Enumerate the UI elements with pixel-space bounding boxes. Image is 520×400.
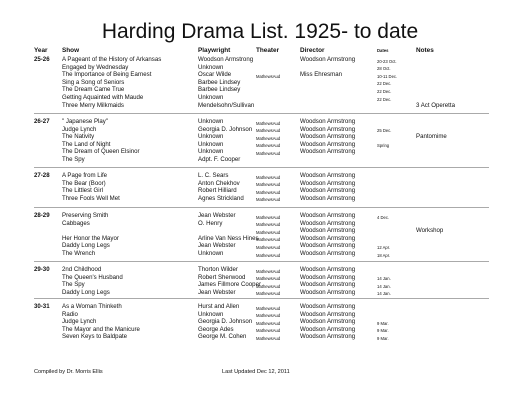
director-cell: Woodson Armstrong: [300, 56, 356, 63]
date-cell: 9 Mar.: [377, 328, 389, 334]
theater-cell: MathewsAud: [256, 143, 281, 149]
show-cell: Preserving Smith: [62, 212, 109, 219]
director-cell: Miss Ehresman: [300, 71, 342, 79]
director-cell: Woodson Armstrong: [300, 227, 356, 235]
year-cell: 27-28: [34, 172, 50, 179]
date-cell: 14 Jan.: [377, 291, 391, 297]
theater-cell: MathewsAud: [256, 197, 281, 203]
playwright-cell: Woodson Armstrong: [198, 56, 254, 63]
director-cell: Woodson Armstrong: [300, 148, 356, 156]
playwright-cell: James Fillmore Cooper: [198, 281, 261, 289]
header-director: Director: [300, 47, 325, 54]
group-divider: [34, 207, 489, 208]
show-cell: Sing a Song of Seniors: [62, 78, 125, 86]
show-cell: A Page from Life: [62, 172, 108, 179]
show-cell: Getting Aquainted with Maude: [62, 94, 144, 101]
playwright-cell: L. C. Sears: [198, 172, 229, 179]
date-cell: 28 Oct.: [377, 66, 391, 72]
show-cell: The Land of Night: [62, 140, 111, 148]
show-cell: Judge Lynch: [62, 125, 97, 133]
theater-cell: MathewsAud: [256, 120, 281, 126]
director-cell: Woodson Armstrong: [300, 281, 356, 289]
date-cell: 9 Mar.: [377, 335, 389, 341]
show-cell: The Wrench: [62, 250, 96, 257]
show-cell: The Importance of Being Earnest: [62, 71, 152, 79]
date-cell: 9 Mar.: [377, 320, 389, 326]
director-cell: Woodson Armstrong: [300, 133, 356, 141]
group-divider: [34, 167, 489, 168]
playwright-cell: Unknown: [198, 310, 224, 318]
show-cell: The Littlest Girl: [62, 187, 103, 195]
playwright-cell: George M. Cohen: [198, 333, 247, 341]
date-cell: 4 Dec.: [377, 214, 390, 220]
theater-cell: MathewsAud: [256, 305, 281, 311]
theater-cell: MathewsAud: [256, 276, 281, 282]
note-cell: 3 Act Operetta: [416, 101, 455, 109]
playwright-cell: Unknown: [198, 250, 224, 257]
header-show: Show: [62, 47, 80, 54]
show-cell: The Dream of Queen Elsinor: [62, 148, 140, 156]
playwright-cell: Unknown: [198, 94, 224, 101]
playwright-cell: Agnes Strickland: [198, 194, 244, 202]
playwright-cell: Unknown: [198, 118, 224, 125]
show-cell: The Spy: [62, 156, 85, 163]
show-cell: Daddy Long Legs: [62, 288, 110, 296]
show-cell: The Spy: [62, 281, 85, 289]
header-playwright: Playwright: [198, 47, 231, 54]
playwright-cell: Georgia D. Johnson: [198, 318, 253, 326]
show-cell: " Japanese Play": [62, 118, 108, 125]
year-cell: 26-27: [34, 118, 50, 125]
header-theater: Theater: [256, 47, 280, 54]
playwright-cell: Unknown: [198, 140, 224, 148]
playwright-cell: Georgia D. Johnson: [198, 125, 253, 133]
date-cell: 10-11 Dec.: [377, 73, 398, 79]
show-cell: The Nativity: [62, 133, 95, 141]
theater-cell: MathewsAud: [256, 328, 281, 334]
playwright-cell: George Ades: [198, 325, 234, 333]
theater-cell: MathewsAud: [256, 222, 281, 228]
date-cell: 18 Apr.: [377, 252, 391, 258]
year-cell: 30-31: [34, 303, 50, 310]
director-cell: Woodson Armstrong: [300, 266, 356, 273]
show-cell: Radio: [62, 310, 78, 318]
playwright-cell: Adpt. F. Cooper: [198, 156, 241, 163]
group-divider: [34, 261, 489, 262]
theater-cell: MathewsAud: [256, 268, 281, 274]
note-cell: Pantomime: [416, 133, 447, 141]
playwright-cell: Arline Van Ness Hines: [198, 234, 259, 242]
note-cell: Workshop: [416, 227, 444, 235]
show-cell: Engaged by Wednesday: [62, 63, 129, 71]
theater-cell: MathewsAud: [256, 182, 281, 188]
year-cell: 29-30: [34, 266, 50, 273]
theater-cell: MathewsAud: [256, 244, 281, 250]
show-cell: The Bear (Boor): [62, 179, 106, 187]
director-cell: Woodson Armstrong: [300, 219, 356, 227]
show-cell: Her Honor the Mayor: [62, 234, 119, 242]
playwright-cell: Robert Sherwood: [198, 273, 246, 281]
header-year: Year: [34, 47, 48, 54]
year-cell: 28-29: [34, 212, 50, 219]
director-cell: Woodson Armstrong: [300, 172, 356, 179]
playwright-cell: Barbee Lindsey: [198, 78, 241, 86]
show-cell: Three Merry Milkmaids: [62, 101, 124, 109]
director-cell: Woodson Armstrong: [300, 234, 356, 242]
playwright-cell: Jean Webster: [198, 242, 236, 250]
theater-cell: MathewsAud: [256, 291, 281, 297]
date-cell: Spring: [377, 143, 390, 149]
show-cell: As a Woman Thinketh: [62, 303, 122, 310]
theater-cell: MathewsAud: [256, 128, 281, 134]
theater-cell: MathewsAud: [256, 135, 281, 141]
director-cell: Woodson Armstrong: [300, 288, 356, 296]
show-cell: Judge Lynch: [62, 318, 97, 326]
director-cell: Woodson Armstrong: [300, 242, 356, 250]
date-cell: 14 Jan.: [377, 276, 391, 282]
show-cell: The Queen's Husband: [62, 273, 123, 281]
playwright-cell: Barbee Lindsey: [198, 86, 241, 94]
playwright-cell: Thorton Wilder: [198, 266, 238, 273]
director-cell: Woodson Armstrong: [300, 303, 356, 310]
header-notes: Notes: [416, 47, 434, 54]
playwright-cell: Robert Hilliard: [198, 187, 237, 195]
footer-compiled: Compiled by Dr. Morris Ellis: [34, 369, 103, 375]
playwright-cell: Mendelsohn/Sullivan: [198, 101, 255, 109]
theater-cell: MathewsAud: [256, 335, 281, 341]
theater-cell: MathewsAud: [256, 229, 281, 235]
theater-cell: MathewsAud: [256, 313, 281, 319]
director-cell: Woodson Armstrong: [300, 179, 356, 187]
director-cell: Woodson Armstrong: [300, 325, 356, 333]
playwright-cell: Unknown: [198, 133, 224, 141]
director-cell: Woodson Armstrong: [300, 273, 356, 281]
group-divider: [34, 113, 489, 114]
group-divider: [34, 298, 489, 299]
date-cell: 20-23 Oct.: [377, 58, 397, 64]
director-cell: Woodson Armstrong: [300, 310, 356, 318]
theater-cell: MathewsAud: [256, 214, 281, 220]
director-cell: Woodson Armstrong: [300, 194, 356, 202]
date-cell: 25 Dec.: [377, 128, 392, 134]
playwright-cell: Hurst and Allen: [198, 303, 240, 310]
director-cell: Woodson Armstrong: [300, 125, 356, 133]
playwright-cell: Oscar Wilde: [198, 71, 232, 79]
theater-cell: MathewsAud: [256, 73, 281, 79]
theater-cell: MathewsAud: [256, 174, 281, 180]
header-dates: Dates: [377, 48, 389, 53]
date-cell: 22 Dec.: [377, 88, 392, 94]
director-cell: Woodson Armstrong: [300, 118, 356, 125]
theater-cell: MathewsAud: [256, 320, 281, 326]
playwright-cell: Anton Chekhov: [198, 179, 240, 187]
show-cell: The Mayor and the Manicure: [62, 325, 140, 333]
show-cell: The Dream Came True: [62, 86, 125, 94]
show-cell: 2nd Childhood: [62, 266, 102, 273]
playwright-cell: Jean Webster: [198, 288, 236, 296]
footer-updated: Last Updated Dec 12, 2011: [222, 369, 290, 375]
date-cell: 22 Dec.: [377, 81, 392, 87]
playwright-cell: O. Henry: [198, 219, 223, 227]
year-cell: 25-26: [34, 56, 50, 63]
show-cell: A Pageant of the History of Arkansas: [62, 56, 162, 63]
date-cell: 22 Dec.: [377, 96, 392, 102]
show-cell: Three Fools Well Met: [62, 194, 120, 202]
director-cell: Woodson Armstrong: [300, 212, 356, 219]
director-cell: Woodson Armstrong: [300, 333, 356, 341]
playwright-cell: Unknown: [198, 63, 224, 71]
show-cell: Daddy Long Legs: [62, 242, 110, 250]
date-cell: 12 Apr.: [377, 244, 391, 250]
director-cell: Woodson Armstrong: [300, 187, 356, 195]
director-cell: Woodson Armstrong: [300, 250, 356, 257]
director-cell: Woodson Armstrong: [300, 318, 356, 326]
show-cell: Seven Keys to Baldpate: [62, 333, 128, 341]
theater-cell: MathewsAud: [256, 189, 281, 195]
date-cell: 14 Jan.: [377, 283, 391, 289]
show-cell: Cabbages: [62, 219, 90, 227]
page-title: Harding Drama List. 1925- to date: [101, 20, 419, 43]
director-cell: Woodson Armstrong: [300, 140, 356, 148]
theater-cell: MathewsAud: [256, 237, 281, 243]
theater-cell: MathewsAud: [256, 252, 281, 258]
playwright-cell: Jean Webster: [198, 212, 236, 219]
theater-cell: MathewsAud: [256, 150, 281, 156]
theater-cell: MathewsAud: [256, 283, 281, 289]
playwright-cell: Unknown: [198, 148, 224, 156]
